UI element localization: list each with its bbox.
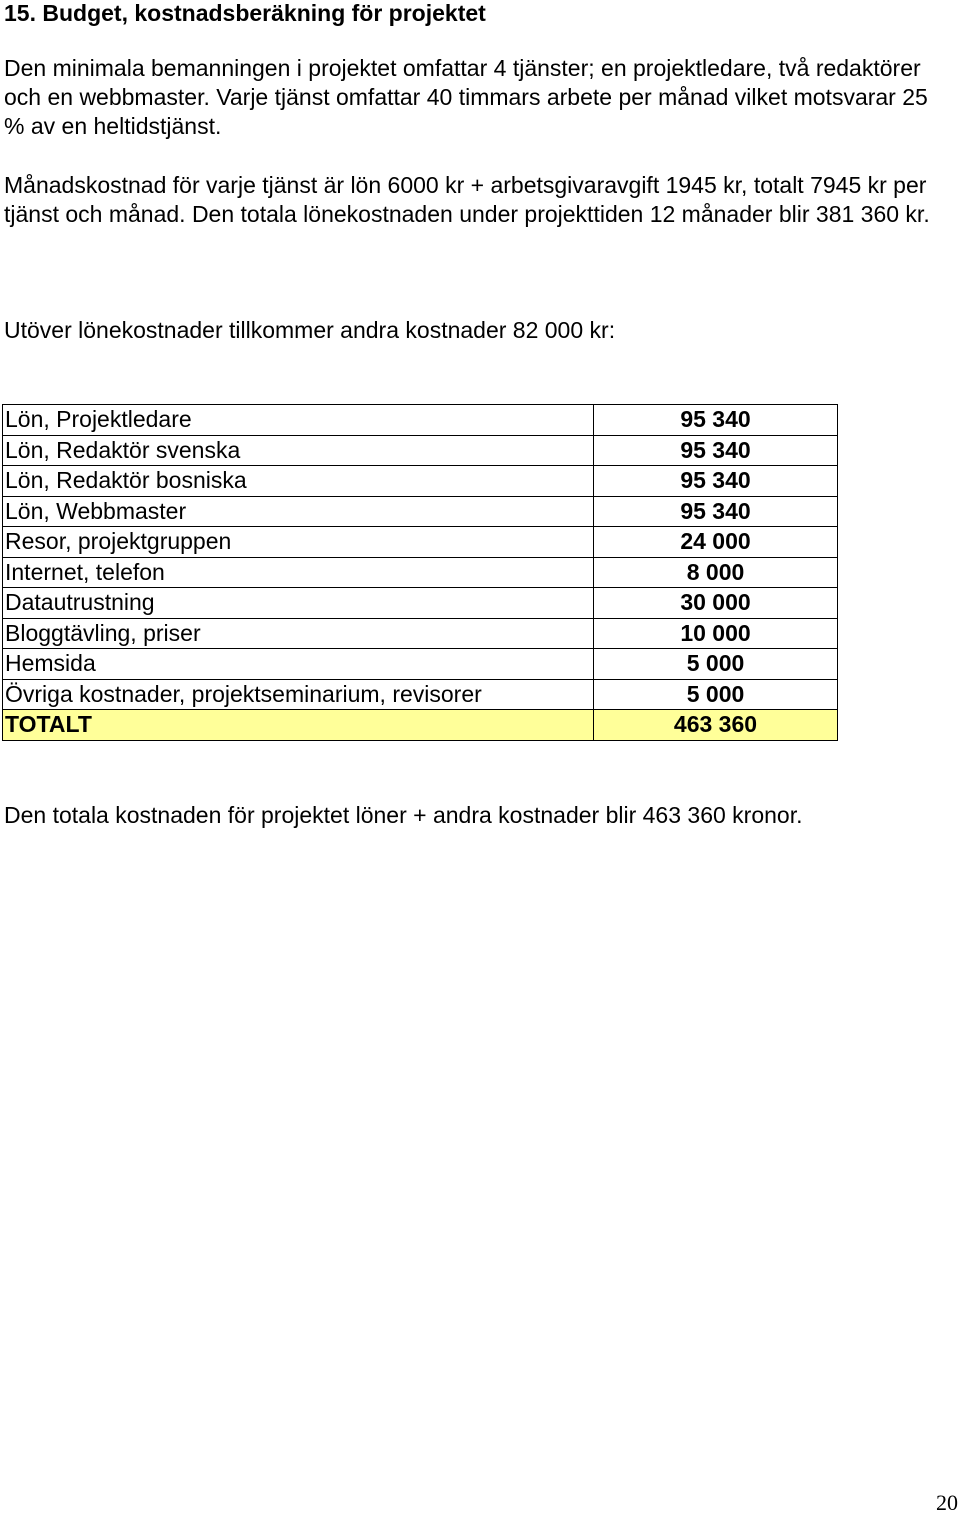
table-row	[3, 496, 838, 527]
budget-item-amount: 30 000	[594, 588, 838, 619]
table-row	[3, 466, 838, 497]
budget-item-amount: 10 000	[594, 618, 838, 649]
table-row	[3, 588, 838, 619]
table-row	[3, 679, 838, 710]
budget-item-label: Lön, Redaktör bosniska	[3, 466, 594, 497]
total-row	[3, 710, 838, 741]
budget-item-amount: 95 340	[594, 466, 838, 497]
budget-item-label: Internet, telefon	[3, 557, 594, 588]
budget-item-amount: 5 000	[594, 679, 838, 710]
total-label: TOTALT	[3, 710, 594, 741]
table-row	[3, 618, 838, 649]
budget-item-label: Lön, Redaktör svenska	[3, 435, 594, 466]
salary-cost-paragraph: Månadskostnad för varje tjänst är lön 6000 kr + arbetsgivaravgift 1945 kr, totalt 7945 kr per tjänst och månad. Den totala lönekostnaden under projekttiden 12 månader blir 381 360 kr.	[4, 172, 930, 227]
other-costs-paragraph: Utöver lönekostnader tillkommer andra kostnader 82 000 kr:	[4, 317, 616, 343]
intro-paragraph: Den minimala bemanningen i projektet omfattar 4 tjänster; en projektledare, två redaktörer och en webbmaster. Varje tjänst omfattar 40 timmars arbete per månad vilket motsvarar 25 % av en heltidstjänst.	[4, 55, 928, 139]
budget-item-label: Hemsida	[3, 649, 594, 680]
page-heading: 15. Budget, kostnadsberäkning för projektet	[4, 0, 486, 26]
table-row	[3, 557, 838, 588]
total-amount: 463 360	[594, 710, 838, 741]
budget-item-label: Lön, Projektledare	[3, 405, 594, 436]
budget-item-amount: 24 000	[594, 527, 838, 558]
table-row	[3, 435, 838, 466]
budget-item-label: Övriga kostnader, projektseminarium, revisorer	[3, 679, 594, 710]
summary-paragraph: Den totala kostnaden för projektet löner + andra kostnader blir 463 360 kronor.	[4, 802, 803, 828]
budget-item-label: Datautrustning	[3, 588, 594, 619]
budget-item-label: Lön, Webbmaster	[3, 496, 594, 527]
page-number: 20	[936, 1490, 958, 1515]
budget-item-label: Resor, projektgruppen	[3, 527, 594, 558]
budget-table	[2, 404, 838, 741]
table-row	[3, 527, 838, 558]
budget-item-label: Bloggtävling, priser	[3, 618, 594, 649]
budget-item-amount: 95 340	[594, 435, 838, 466]
budget-item-amount: 95 340	[594, 496, 838, 527]
budget-item-amount: 95 340	[594, 405, 838, 436]
budget-item-amount: 5 000	[594, 649, 838, 680]
budget-item-amount: 8 000	[594, 557, 838, 588]
table-row	[3, 649, 838, 680]
table-row	[3, 405, 838, 436]
